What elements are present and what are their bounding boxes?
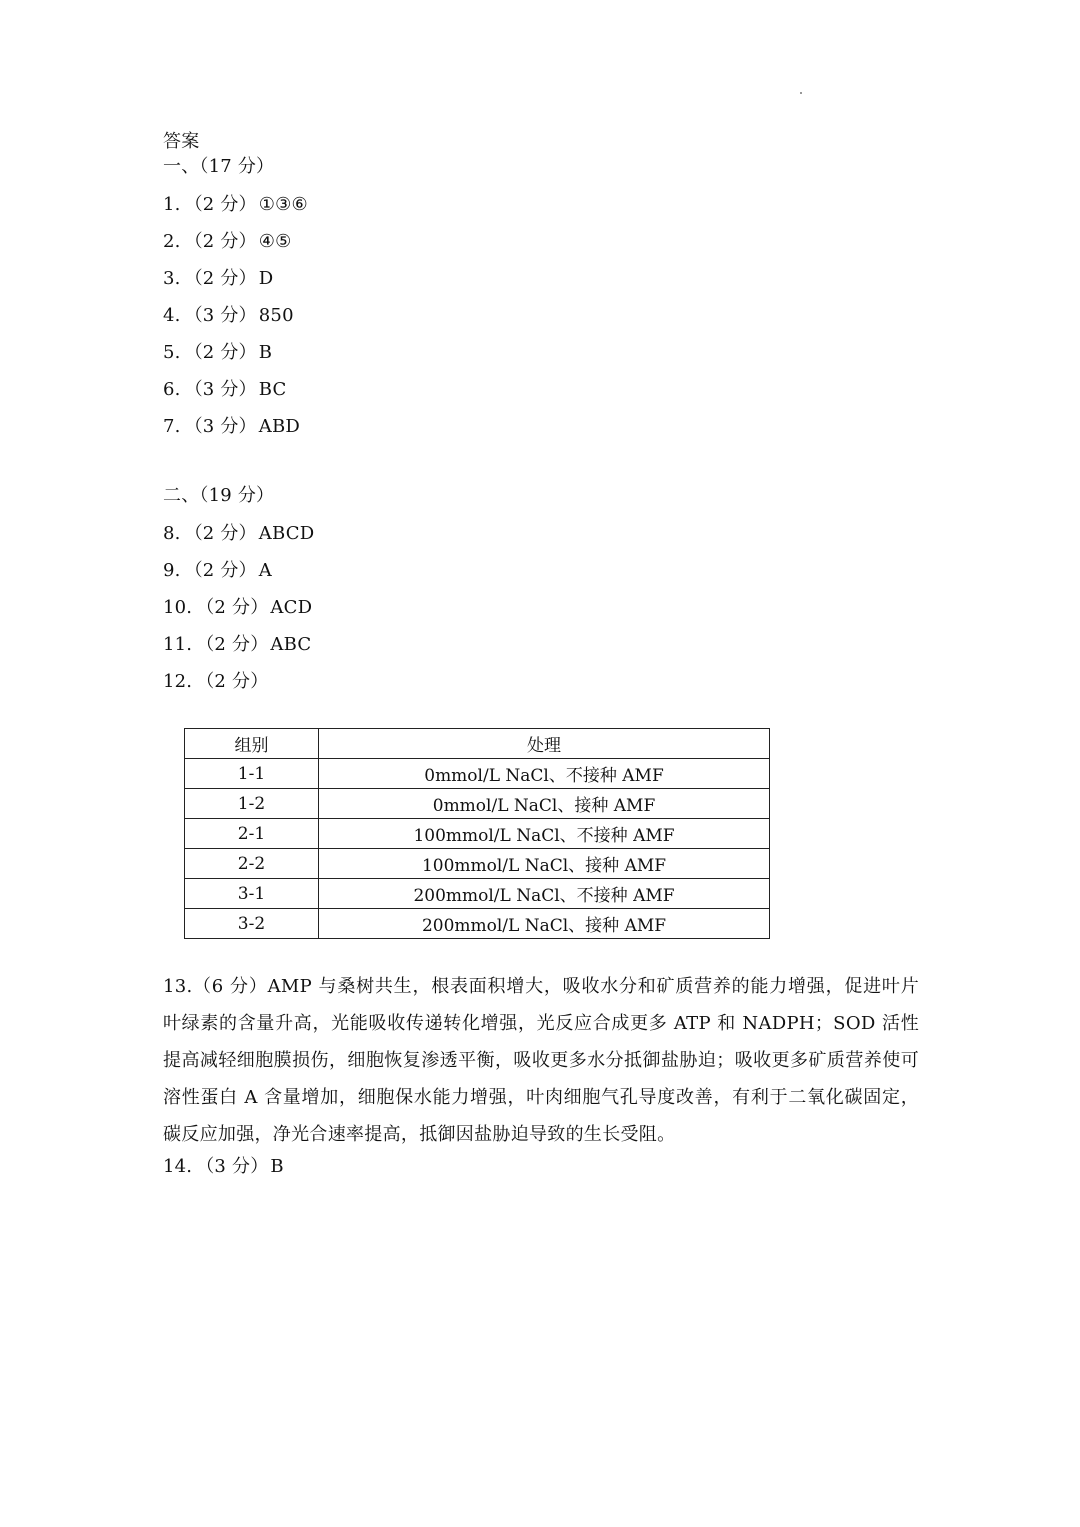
item-points: （2 分） xyxy=(196,671,269,692)
item-number: 8. xyxy=(163,523,181,544)
item-answer: ④⑤ xyxy=(258,231,292,252)
table-cell: 0mmol/L NaCl、不接种 AMF xyxy=(319,759,770,789)
item-points: （3 分） xyxy=(184,379,257,400)
item-number: 2. xyxy=(163,231,181,252)
item-points: （2 分） xyxy=(184,231,257,252)
item-points: （2 分） xyxy=(184,342,257,363)
item-answer: B xyxy=(270,1156,284,1177)
item-answer: ABCD xyxy=(258,523,315,544)
answer-item xyxy=(163,230,291,254)
table-header-row xyxy=(185,729,770,759)
table-header-cell: 组别 xyxy=(185,729,319,759)
item-answer: B xyxy=(258,342,273,363)
item-answer: ABD xyxy=(258,416,301,437)
page-title: 答案 xyxy=(163,131,200,152)
item-points: （2 分） xyxy=(196,634,269,655)
table-row xyxy=(185,819,770,849)
table-cell: 3-1 xyxy=(185,879,319,909)
answer-item xyxy=(163,633,311,657)
table-row xyxy=(185,849,770,879)
item-number: 6. xyxy=(163,379,181,400)
section-heading-1: 一、（17 分） xyxy=(163,156,275,177)
item-answer: 850 xyxy=(258,305,294,326)
item-number: 12. xyxy=(163,671,193,692)
table-header-cell: 处理 xyxy=(319,729,770,759)
item-number: 10. xyxy=(163,597,193,618)
table-cell: 200mmol/L NaCl、不接种 AMF xyxy=(319,879,770,909)
answer-item xyxy=(163,267,273,291)
answer-item xyxy=(163,670,270,694)
item-points: （6 分） xyxy=(192,976,268,997)
item-number: 9. xyxy=(163,560,181,581)
table-cell: 2-1 xyxy=(185,819,319,849)
answer-item xyxy=(163,304,294,328)
treatment-table xyxy=(184,728,770,939)
item-points: （2 分） xyxy=(184,268,257,289)
table-row xyxy=(185,879,770,909)
answer-item xyxy=(163,193,308,217)
answer-item xyxy=(163,596,312,620)
item-points: （2 分） xyxy=(184,560,257,581)
section-heading-2: 二、（19 分） xyxy=(163,485,275,506)
item-number: 4. xyxy=(163,305,181,326)
item-answer: ABC xyxy=(270,634,312,655)
item-points: （2 分） xyxy=(196,597,269,618)
item-answer: ACD xyxy=(270,597,313,618)
item-number: 7. xyxy=(163,416,181,437)
item-points: （3 分） xyxy=(196,1156,269,1177)
table-cell: 200mmol/L NaCl、接种 AMF xyxy=(319,909,770,939)
table-row xyxy=(185,909,770,939)
answer-item xyxy=(163,415,300,439)
table-cell: 100mmol/L NaCl、接种 AMF xyxy=(319,849,770,879)
answer-item xyxy=(163,522,314,546)
item-answer: A xyxy=(258,560,272,581)
item-number: 13. xyxy=(163,976,193,997)
q13-answer xyxy=(163,968,919,1153)
table-cell: 1-2 xyxy=(185,789,319,819)
item-number: 11. xyxy=(163,634,193,655)
answer-item xyxy=(163,378,287,402)
table-cell: 100mmol/L NaCl、不接种 AMF xyxy=(319,819,770,849)
item-number: 3. xyxy=(163,268,181,289)
item-number: 1. xyxy=(163,194,181,215)
answer-item xyxy=(163,1155,284,1179)
item-number: 5. xyxy=(163,342,181,363)
table-cell: 0mmol/L NaCl、接种 AMF xyxy=(319,789,770,819)
item-answer: D xyxy=(258,268,274,289)
item-points: （2 分） xyxy=(184,194,257,215)
table-cell: 3-2 xyxy=(185,909,319,939)
item-points: （3 分） xyxy=(184,416,257,437)
corner-mark xyxy=(800,92,802,94)
answer-item xyxy=(163,341,272,365)
item-number: 14. xyxy=(163,1156,193,1177)
item-points: （3 分） xyxy=(184,305,257,326)
answer-item xyxy=(163,559,272,583)
table-row xyxy=(185,759,770,789)
table-cell: 1-1 xyxy=(185,759,319,789)
table-cell: 2-2 xyxy=(185,849,319,879)
q13-text: AMP 与桑树共生，根表面积增大，吸收水分和矿质营养的能力增强，促进叶片叶绿素的含量升高，光能吸收传递转化增强，光反应合成更多 ATP 和 NADPH；SOD 活性提高减轻细胞膜损伤，细胞恢复渗透平衡，吸收更多水分抵御盐胁迫；吸收更多矿质营养使可溶性蛋白 A 含量增加，细胞保水能力增强，叶肉细胞气孔导度改善，有利于二氧化碳固定，碳反应加强，净光合速率提高，抵御因盐胁迫导致的生长受阻。 xyxy=(163,976,919,1145)
item-answer: BC xyxy=(258,379,287,400)
item-answer: ①③⑥ xyxy=(258,194,308,215)
item-points: （2 分） xyxy=(184,523,257,544)
table-row xyxy=(185,789,770,819)
